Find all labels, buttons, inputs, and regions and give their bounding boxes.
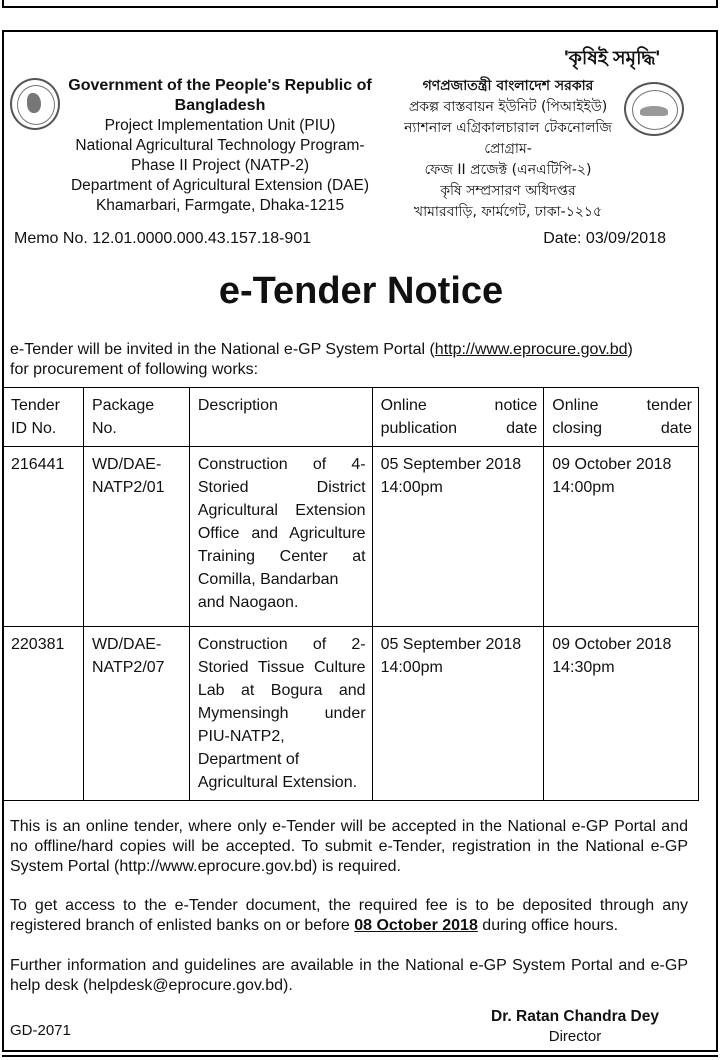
header-bn-line5: কৃষি সম্প্রসারণ অধিদপ্তর — [440, 183, 576, 199]
cell-publication-date: 05 September 2018 14:00pm — [372, 447, 544, 627]
header-bn-line4: ফেজ II প্রজেক্ট (এনএটিপি-২) — [424, 162, 592, 178]
eprocure-link[interactable]: http://www.eprocure.gov.bd — [434, 341, 628, 358]
notice-date: Date: 03/09/2018 — [543, 230, 666, 247]
tender-table — [2, 387, 699, 801]
cell-description — [189, 627, 372, 801]
cell-closing-date: 09 October 2018 14:00pm — [544, 447, 699, 627]
cell-description-end: and Naogaon. — [197, 594, 299, 611]
header-english — [66, 76, 374, 216]
header-bn-line2: প্রকল্প বাস্তবায়ন ইউনিট (পিআইইউ) — [408, 99, 608, 115]
signatory-designation: Director — [548, 1028, 602, 1045]
slogan-bn: 'কৃষিই সমৃদ্ধি' — [564, 48, 660, 69]
gd-number: GD-2071 — [10, 1022, 71, 1039]
intro-text — [10, 340, 700, 380]
header-bn-line1: গণপ্রজাতন্ত্রী বাংলাদেশ সরকার — [422, 78, 594, 94]
dae-seal-icon — [624, 82, 684, 136]
memo-number: Memo No. 12.01.0000.000.43.157.18-901 — [14, 230, 312, 247]
header-closing-date: Online tender closing date — [544, 388, 699, 447]
fee-text-part1: To get access to the e-Tender document, the required fee is to be deposited through any registered branch of enlisted banks on or before — [10, 897, 688, 934]
header-en-line5: Phase II Project (NATP-2) — [130, 157, 309, 174]
top-border-strip — [2, 0, 718, 8]
signatory-name: Dr. Ratan Chandra Dey — [491, 1008, 659, 1025]
deadline-date: 08 October 2018 — [354, 917, 478, 934]
intro-text-part3: for procurement of following works: — [10, 361, 259, 378]
header-en-line7: Khamarbari, Farmgate, Dhaka-1215 — [95, 197, 345, 214]
intro-text-part2: ) — [627, 341, 633, 358]
header-en-line6: Department of Agricultural Extension (DAE) — [70, 177, 370, 194]
header-bn-line6: খামারবাড়ি, ফার্মগেট, ঢাকা-১২১৫ — [413, 204, 603, 220]
page-title: e-Tender Notice — [218, 270, 504, 312]
cell-package: WD/DAE-NATP2/07 — [83, 627, 189, 801]
cell-publication-date: 05 September 2018 14:00pm — [372, 627, 544, 801]
table-header-row — [3, 388, 699, 447]
table-row — [3, 447, 699, 627]
header-tender-id: Tender ID No. — [3, 388, 84, 447]
government-seal-icon — [10, 78, 60, 130]
intro-text-part1: e-Tender will be invited in the National e-GP System Portal ( — [10, 341, 435, 358]
header-en-line4: National Agricultural Technology Program- — [75, 137, 365, 154]
cell-closing-date: 09 October 2018 14:30pm — [544, 627, 699, 801]
header-description: Description — [189, 388, 372, 447]
bottom-border-line — [2, 1055, 718, 1057]
header-en-line2: Bangladesh — [174, 97, 266, 114]
cell-description-end: Agricultural Extension. — [197, 774, 358, 791]
header-en-line1: Government of the People's Republic of — [68, 77, 372, 94]
helpdesk-paragraph: Further information and guidelines are available in the National e-GP System Portal and e-GP help desk (helpdesk@eprocure.gov.bd). — [10, 957, 688, 994]
cell-description-main: Construction of 2-Storied Tissue Culture Lab at Bogura and Mymensingh under PIU-NATP2, Department of — [197, 636, 366, 768]
cell-tender-id: 220381 — [3, 627, 84, 801]
fee-text-part2: during office hours. — [477, 917, 619, 934]
fee-paragraph — [10, 896, 688, 936]
cell-description — [189, 447, 372, 627]
cell-tender-id: 216441 — [3, 447, 84, 627]
cell-package: WD/DAE-NATP2/01 — [83, 447, 189, 627]
header-publication-date: Online notice publication date — [372, 388, 544, 447]
table-row — [3, 627, 699, 801]
header-en-line3: Project Implementation Unit (PIU) — [104, 117, 336, 134]
header-bangla — [388, 76, 628, 223]
header-bn-line3: ন্যাশনাল এগ্রিকালচারাল টেকনোলজি প্রোগ্রাম- — [404, 120, 612, 157]
cell-description-main: Construction of 4-Storied District Agricultural Extension Office and Agriculture Training Center at Comilla, Bandarban — [197, 456, 366, 588]
header-package: Package No. — [83, 388, 189, 447]
signature-block — [470, 1007, 680, 1047]
online-tender-paragraph: This is an online tender, where only e-Tender will be accepted in the National e-GP Portal and no offline/hard copies will be accepted. To submit e-Tender, registration in the National e-GP System Portal (http://www.eprocure.gov.bd) is required. — [10, 818, 688, 875]
